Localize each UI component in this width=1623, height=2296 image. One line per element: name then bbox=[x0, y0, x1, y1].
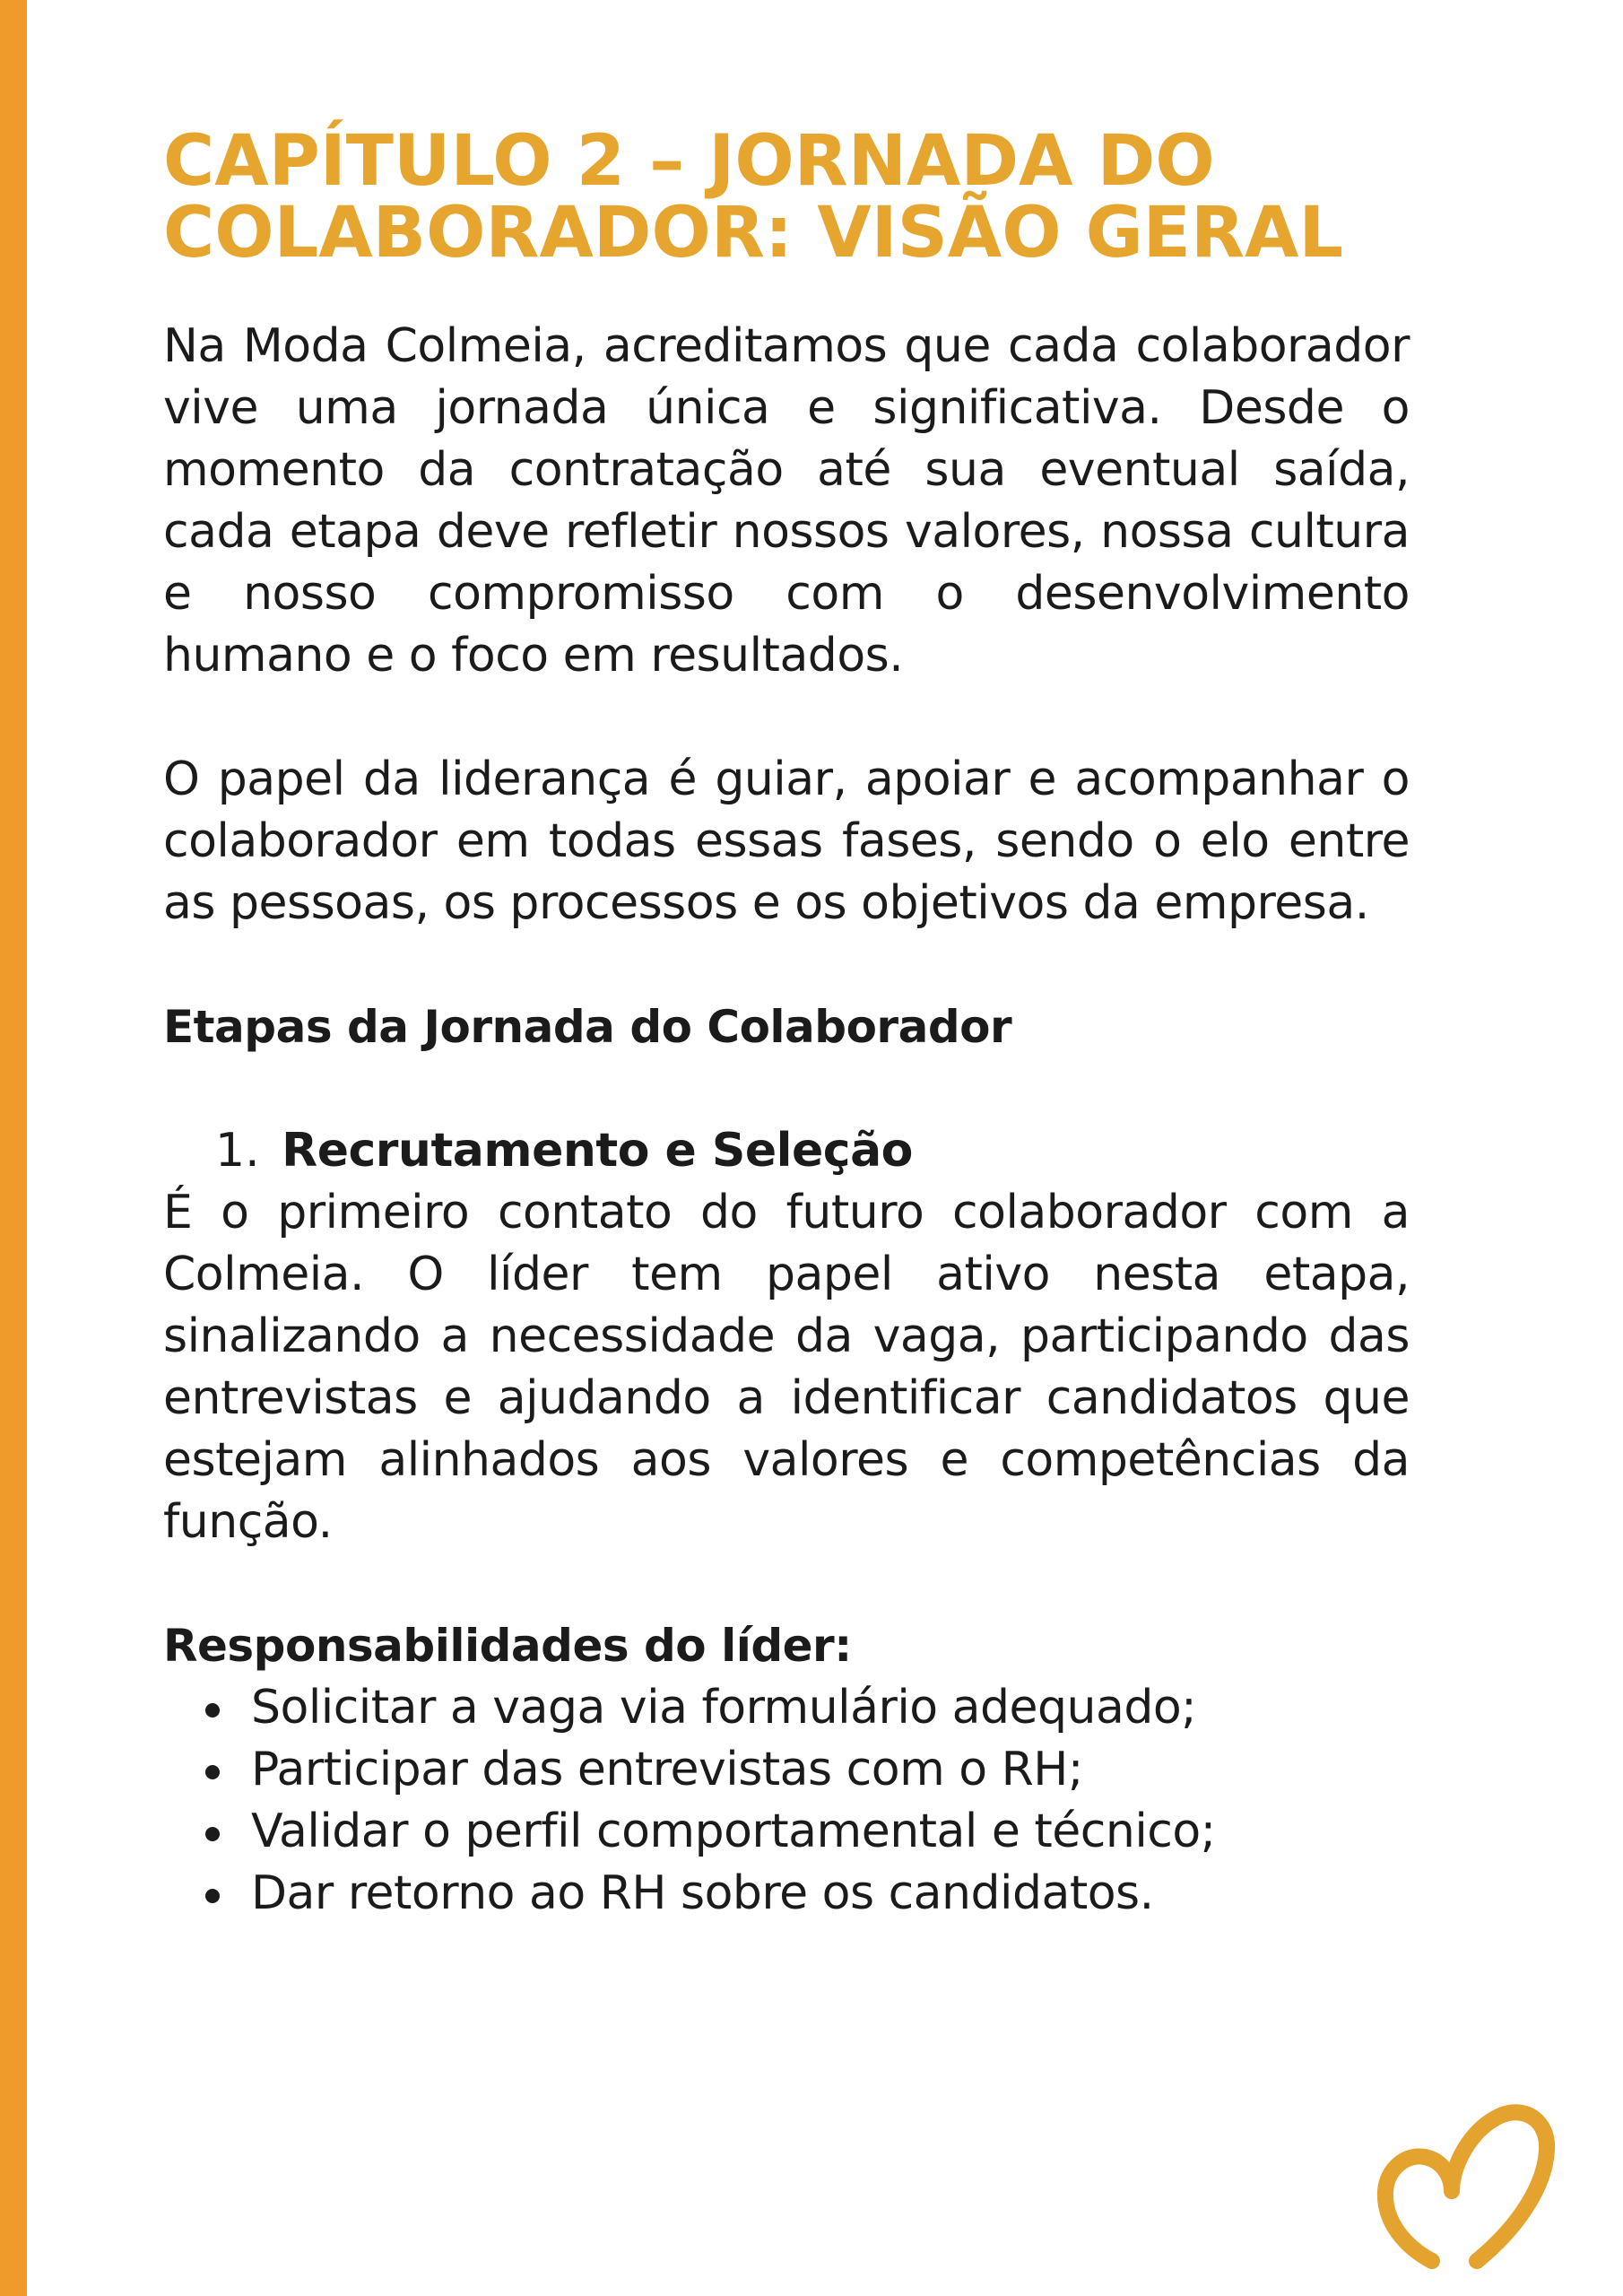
chapter-title-line1: CAPÍTULO 2 – JORNADA DO bbox=[163, 121, 1215, 202]
bullet-icon bbox=[205, 1765, 220, 1779]
heart-logo-stroke bbox=[1385, 2112, 1547, 2261]
list-item-text: Participar das entrevistas com o RH; bbox=[251, 1743, 1083, 1796]
step-title: Recrutamento e Seleção bbox=[282, 1124, 913, 1178]
stages-heading: Etapas da Jornada do Colaborador bbox=[163, 1001, 1012, 1053]
leadership-paragraph: O papel da liderança é guiar, apoiar e acompanhar o colaborador em todas essas fases, sendo o elo entre as pessoas, os processos e os objetivos da empresa. bbox=[163, 752, 1410, 930]
bullet-icon bbox=[205, 1827, 220, 1841]
document-page bbox=[163, 121, 1410, 1925]
heart-logo-icon bbox=[1376, 2094, 1556, 2274]
step-number: 1. bbox=[215, 1124, 260, 1178]
chapter-title bbox=[163, 121, 1410, 274]
bullet-icon bbox=[205, 1889, 220, 1903]
list-item-text: Solicitar a vaga via formulário adequado; bbox=[251, 1681, 1197, 1735]
list-item bbox=[163, 1739, 1410, 1801]
side-accent-bar bbox=[0, 0, 27, 2296]
intro-paragraph: Na Moda Colmeia, acreditamos que cada colaborador vive uma jornada única e significativa. Desde o momento da contratação até sua eventual saída, cada etapa deve refletir nossos valores, nossa cultura e nosso compromisso com o desenvolvimento humano e o foco em resultados. bbox=[163, 319, 1410, 683]
list-item-text: Dar retorno ao RH sobre os candidatos. bbox=[251, 1866, 1154, 1920]
step-paragraph: É o primeiro contato do futuro colaborador com a Colmeia. O líder tem papel ativo nesta etapa, sinalizando a necessidade da vaga, participando das entrevistas e ajudando a identificar candidatos que estejam alinhados aos valores e competências da função. bbox=[163, 1186, 1410, 1549]
responsibilities-heading: Responsabilidades do líder: bbox=[163, 1620, 852, 1672]
bullet-icon bbox=[205, 1703, 220, 1718]
list-item-text: Validar o perfil comportamental e técnico; bbox=[251, 1805, 1216, 1858]
chapter-title-line2: COLABORADOR: VISÃO GERAL bbox=[163, 193, 1344, 274]
list-item bbox=[163, 1677, 1410, 1739]
list-item bbox=[163, 1801, 1410, 1863]
step-item-recruitment bbox=[163, 1120, 1410, 1182]
list-item bbox=[163, 1863, 1410, 1925]
responsibilities-list bbox=[163, 1677, 1410, 1925]
